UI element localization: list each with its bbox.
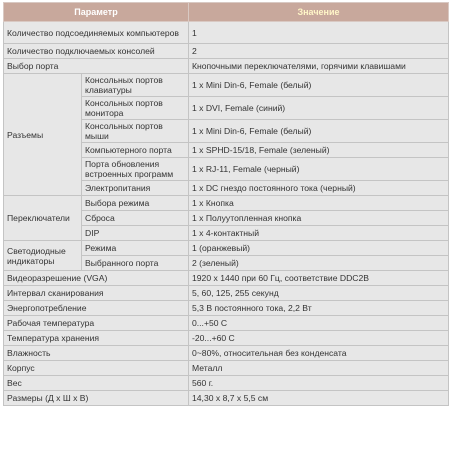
param-value: 5, 60, 125, 255 секунд bbox=[189, 286, 449, 301]
param-label: Порта обновления встроенных программ bbox=[82, 158, 189, 181]
param-value: 0...+50 С bbox=[189, 316, 449, 331]
param-label: Видеоразрешение (VGA) bbox=[4, 271, 189, 286]
param-label: Консольных портов мыши bbox=[82, 120, 189, 143]
param-value: 1 bbox=[189, 22, 449, 44]
param-label: Интервал сканирования bbox=[4, 286, 189, 301]
param-value: 5,3 В постоянного тока, 2,2 Вт bbox=[189, 301, 449, 316]
table-row bbox=[4, 346, 449, 361]
table-row bbox=[4, 196, 449, 211]
table-row bbox=[4, 391, 449, 406]
param-value: 1 x DVI, Female (синий) bbox=[189, 97, 449, 120]
table-row bbox=[4, 316, 449, 331]
group-label-leds: Светодиодные индикаторы bbox=[4, 241, 82, 271]
table-row bbox=[4, 74, 449, 97]
table-row bbox=[4, 301, 449, 316]
param-label: Энергопотребление bbox=[4, 301, 189, 316]
param-value: 14,30 х 8,7 х 5,5 см bbox=[189, 391, 449, 406]
param-label: DIP bbox=[82, 226, 189, 241]
header-row bbox=[4, 3, 449, 22]
param-value: 560 г. bbox=[189, 376, 449, 391]
param-value: Кнопочными переключателями, горячими клавишами bbox=[189, 59, 449, 74]
param-value: 2 bbox=[189, 44, 449, 59]
param-label: Выбор порта bbox=[4, 59, 189, 74]
param-label: Сброса bbox=[82, 211, 189, 226]
param-label: Режима bbox=[82, 241, 189, 256]
param-value: 1 x Mini Din-6, Female (белый) bbox=[189, 74, 449, 97]
param-label: Рабочая температура bbox=[4, 316, 189, 331]
param-label: Влажность bbox=[4, 346, 189, 361]
param-value: 1920 x 1440 при 60 Гц, соответствие DDC2B bbox=[189, 271, 449, 286]
table-row bbox=[4, 376, 449, 391]
table-row bbox=[4, 331, 449, 346]
param-label: Количество подключаемых консолей bbox=[4, 44, 189, 59]
param-value: 1 x Кнопка bbox=[189, 196, 449, 211]
table-row bbox=[4, 361, 449, 376]
param-value: -20...+60 С bbox=[189, 331, 449, 346]
param-label: Выбора режима bbox=[82, 196, 189, 211]
param-label: Выбранного порта bbox=[82, 256, 189, 271]
param-label: Консольных портов монитора bbox=[82, 97, 189, 120]
table-row bbox=[4, 59, 449, 74]
table-row bbox=[4, 22, 449, 44]
table-row bbox=[4, 241, 449, 256]
group-label-switches: Переключатели bbox=[4, 196, 82, 241]
param-value: 1 x Mini Din-6, Female (белый) bbox=[189, 120, 449, 143]
spec-table bbox=[3, 2, 449, 406]
param-value: Металл bbox=[189, 361, 449, 376]
param-value: 2 (зеленый) bbox=[189, 256, 449, 271]
header-value: Значение bbox=[189, 3, 449, 22]
table-row bbox=[4, 271, 449, 286]
param-label: Вес bbox=[4, 376, 189, 391]
table-row bbox=[4, 286, 449, 301]
param-value: 0~80%, относительная без конденсата bbox=[189, 346, 449, 361]
header-param: Параметр bbox=[4, 3, 189, 22]
group-label-connectors: Разъемы bbox=[4, 74, 82, 196]
param-value: 1 x 4-контактный bbox=[189, 226, 449, 241]
param-label: Консольных портов клавиатуры bbox=[82, 74, 189, 97]
param-label: Корпус bbox=[4, 361, 189, 376]
param-label: Количество подсоединяемых компьютеров bbox=[4, 22, 189, 44]
param-value: 1 x DC гнездо постоянного тока (черный) bbox=[189, 181, 449, 196]
param-label: Размеры (Д х Ш х В) bbox=[4, 391, 189, 406]
param-label: Компьютерного порта bbox=[82, 143, 189, 158]
param-value: 1 x RJ-11, Female (черный) bbox=[189, 158, 449, 181]
param-value: 1 (оранжевый) bbox=[189, 241, 449, 256]
param-label: Температура хранения bbox=[4, 331, 189, 346]
table-row bbox=[4, 44, 449, 59]
param-label: Электропитания bbox=[82, 181, 189, 196]
param-value: 1 x Полуутопленная кнопка bbox=[189, 211, 449, 226]
param-value: 1 x SPHD-15/18, Female (зеленый) bbox=[189, 143, 449, 158]
